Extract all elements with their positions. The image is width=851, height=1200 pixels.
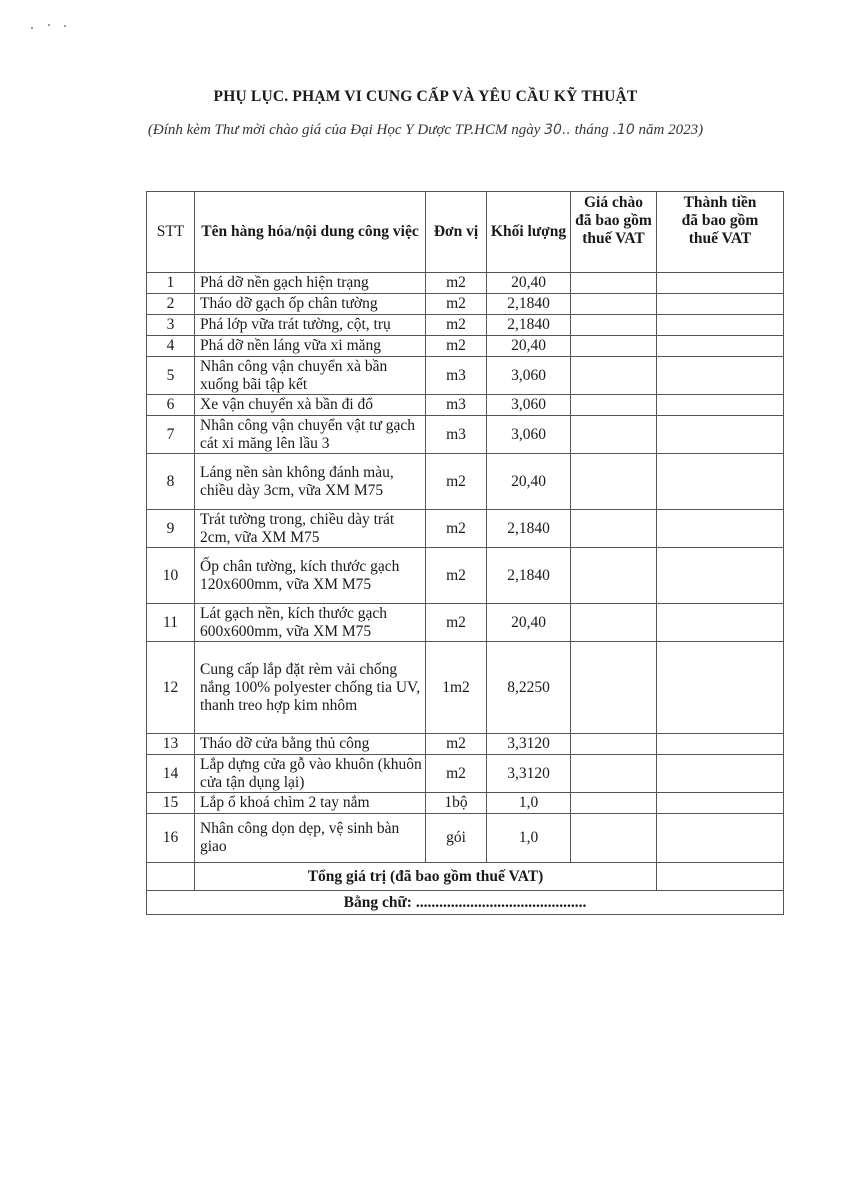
header-qty: Khối lượng xyxy=(487,192,571,273)
scan-speck xyxy=(64,25,66,27)
document-title: PHỤ LỤC. PHẠM VI CUNG CẤP VÀ YÊU CẦU KỸ THUẬT xyxy=(213,88,638,105)
table-row xyxy=(147,336,784,357)
total-cell xyxy=(657,814,784,863)
table-row xyxy=(147,357,784,395)
unit-cell: m2 xyxy=(426,510,487,548)
header-total: Thành tiền đã bao gồm thuế VAT xyxy=(657,192,784,273)
header-name: Tên hàng hóa/nội dung công việc xyxy=(195,192,426,273)
quantity-cell: 2,1840 xyxy=(487,294,571,315)
quantity-cell: 3,060 xyxy=(487,395,571,416)
item-name-cell: Lát gạch nền, kích thước gạch 600x600mm, vữa XM M75 xyxy=(195,604,426,642)
unit-cell: m2 xyxy=(426,273,487,294)
stt-cell: 3 xyxy=(147,315,195,336)
stt-cell: 9 xyxy=(147,510,195,548)
item-name-cell: Phá lớp vữa trát tường, cột, trụ xyxy=(195,315,426,336)
item-name-cell: Phá dỡ nền gạch hiện trạng xyxy=(195,273,426,294)
total-stt-cell xyxy=(147,863,195,891)
unit-cell: m2 xyxy=(426,294,487,315)
unit-cell: gói xyxy=(426,814,487,863)
price-cell xyxy=(571,395,657,416)
table-row xyxy=(147,294,784,315)
table-row xyxy=(147,604,784,642)
unit-cell: m2 xyxy=(426,734,487,755)
table-row xyxy=(147,793,784,814)
total-cell xyxy=(657,273,784,294)
item-name-cell: Phá dỡ nền láng vữa xi măng xyxy=(195,336,426,357)
table-row xyxy=(147,273,784,294)
table-row xyxy=(147,755,784,793)
item-name-cell: Cung cấp lắp đặt rèm vải chống nắng 100% polyester chống tia UV, thanh treo hợp kim nhôm xyxy=(195,642,426,734)
words-label: Bằng chữ: ............................................ xyxy=(147,891,784,915)
subtitle-suffix: năm 2023) xyxy=(638,122,704,138)
price-cell xyxy=(571,294,657,315)
words-row xyxy=(147,891,784,915)
quantity-cell: 20,40 xyxy=(487,336,571,357)
total-cell xyxy=(657,315,784,336)
document-subtitle xyxy=(0,122,851,139)
price-cell xyxy=(571,357,657,395)
unit-cell: 1bộ xyxy=(426,793,487,814)
quantity-cell: 1,0 xyxy=(487,814,571,863)
unit-cell: m2 xyxy=(426,604,487,642)
total-label: Tổng giá trị (đã bao gồm thuế VAT) xyxy=(195,863,657,891)
table-row xyxy=(147,315,784,336)
stt-cell: 12 xyxy=(147,642,195,734)
table-row xyxy=(147,510,784,548)
quantity-cell: 8,2250 xyxy=(487,642,571,734)
item-name-cell: Nhân công dọn dẹp, vệ sinh bàn giao xyxy=(195,814,426,863)
stt-cell: 14 xyxy=(147,755,195,793)
stt-cell: 2 xyxy=(147,294,195,315)
table-row xyxy=(147,454,784,510)
stt-cell: 4 xyxy=(147,336,195,357)
quantity-cell: 2,1840 xyxy=(487,548,571,604)
total-cell xyxy=(657,510,784,548)
table-row xyxy=(147,395,784,416)
unit-cell: m2 xyxy=(426,548,487,604)
quotation-table xyxy=(146,191,784,915)
price-cell xyxy=(571,315,657,336)
unit-cell: m3 xyxy=(426,416,487,454)
quantity-cell: 20,40 xyxy=(487,273,571,294)
header-price: Giá chào đã bao gồm thuế VAT xyxy=(571,192,657,273)
table-header-row xyxy=(147,192,784,273)
price-cell xyxy=(571,793,657,814)
quantity-cell: 3,3120 xyxy=(487,734,571,755)
quantity-cell: 2,1840 xyxy=(487,510,571,548)
stt-cell: 5 xyxy=(147,357,195,395)
total-cell xyxy=(657,734,784,755)
total-row xyxy=(147,863,784,891)
price-cell xyxy=(571,604,657,642)
subtitle-month: .10 xyxy=(612,122,635,138)
unit-cell: m2 xyxy=(426,315,487,336)
stt-cell: 1 xyxy=(147,273,195,294)
total-cell xyxy=(657,357,784,395)
quantity-cell: 1,0 xyxy=(487,793,571,814)
price-cell xyxy=(571,454,657,510)
price-cell xyxy=(571,416,657,454)
subtitle-prefix: (Đính kèm Thư mời chào giá của Đại Học Y Dược TP.HCM ngày xyxy=(147,122,541,138)
unit-cell: m2 xyxy=(426,454,487,510)
quantity-cell: 3,060 xyxy=(487,357,571,395)
item-name-cell: Lắp dựng cửa gỗ vào khuôn (khuôn cửa tận dụng lại) xyxy=(195,755,426,793)
total-cell xyxy=(657,336,784,357)
total-cell xyxy=(657,548,784,604)
total-cell xyxy=(657,642,784,734)
stt-cell: 7 xyxy=(147,416,195,454)
unit-cell: m2 xyxy=(426,336,487,357)
total-cell xyxy=(657,395,784,416)
price-cell xyxy=(571,814,657,863)
unit-cell: m3 xyxy=(426,357,487,395)
price-cell xyxy=(571,336,657,357)
item-name-cell: Tháo dỡ gạch ốp chân tường xyxy=(195,294,426,315)
scan-speck xyxy=(31,27,33,29)
total-value-cell xyxy=(657,863,784,891)
subtitle-day: 30.. xyxy=(544,122,571,138)
total-cell xyxy=(657,755,784,793)
subtitle-month-label: tháng xyxy=(574,122,609,138)
stt-cell: 15 xyxy=(147,793,195,814)
price-cell xyxy=(571,642,657,734)
total-cell xyxy=(657,604,784,642)
item-name-cell: Nhân công vận chuyển xà bần xuống bãi tập kết xyxy=(195,357,426,395)
price-cell xyxy=(571,734,657,755)
stt-cell: 11 xyxy=(147,604,195,642)
total-cell xyxy=(657,793,784,814)
item-name-cell: Xe vận chuyển xà bần đi đổ xyxy=(195,395,426,416)
unit-cell: 1m2 xyxy=(426,642,487,734)
total-cell xyxy=(657,294,784,315)
stt-cell: 8 xyxy=(147,454,195,510)
quantity-cell: 20,40 xyxy=(487,454,571,510)
price-cell xyxy=(571,755,657,793)
price-cell xyxy=(571,273,657,294)
item-name-cell: Trát tường trong, chiều dày trát 2cm, vữa XM M75 xyxy=(195,510,426,548)
quantity-cell: 3,3120 xyxy=(487,755,571,793)
stt-cell: 16 xyxy=(147,814,195,863)
table-row xyxy=(147,734,784,755)
item-name-cell: Lắp ổ khoá chìm 2 tay nắm xyxy=(195,793,426,814)
unit-cell: m2 xyxy=(426,755,487,793)
price-cell xyxy=(571,510,657,548)
stt-cell: 6 xyxy=(147,395,195,416)
unit-cell: m3 xyxy=(426,395,487,416)
table-row xyxy=(147,814,784,863)
table-row xyxy=(147,642,784,734)
item-name-cell: Láng nền sàn không đánh màu, chiều dày 3cm, vữa XM M75 xyxy=(195,454,426,510)
quantity-cell: 3,060 xyxy=(487,416,571,454)
header-stt: STT xyxy=(147,192,195,273)
header-unit: Đơn vị xyxy=(426,192,487,273)
table-row xyxy=(147,416,784,454)
stt-cell: 13 xyxy=(147,734,195,755)
price-cell xyxy=(571,548,657,604)
total-cell xyxy=(657,416,784,454)
table-body xyxy=(147,273,784,863)
item-name-cell: Tháo dỡ cửa bằng thủ công xyxy=(195,734,426,755)
quantity-cell: 2,1840 xyxy=(487,315,571,336)
scan-speck xyxy=(48,24,50,26)
item-name-cell: Nhân công vận chuyển vật tư gạch cát xi măng lên lầu 3 xyxy=(195,416,426,454)
item-name-cell: Ốp chân tường, kích thước gạch 120x600mm, vữa XM M75 xyxy=(195,548,426,604)
total-cell xyxy=(657,454,784,510)
table-row xyxy=(147,548,784,604)
stt-cell: 10 xyxy=(147,548,195,604)
quantity-cell: 20,40 xyxy=(487,604,571,642)
